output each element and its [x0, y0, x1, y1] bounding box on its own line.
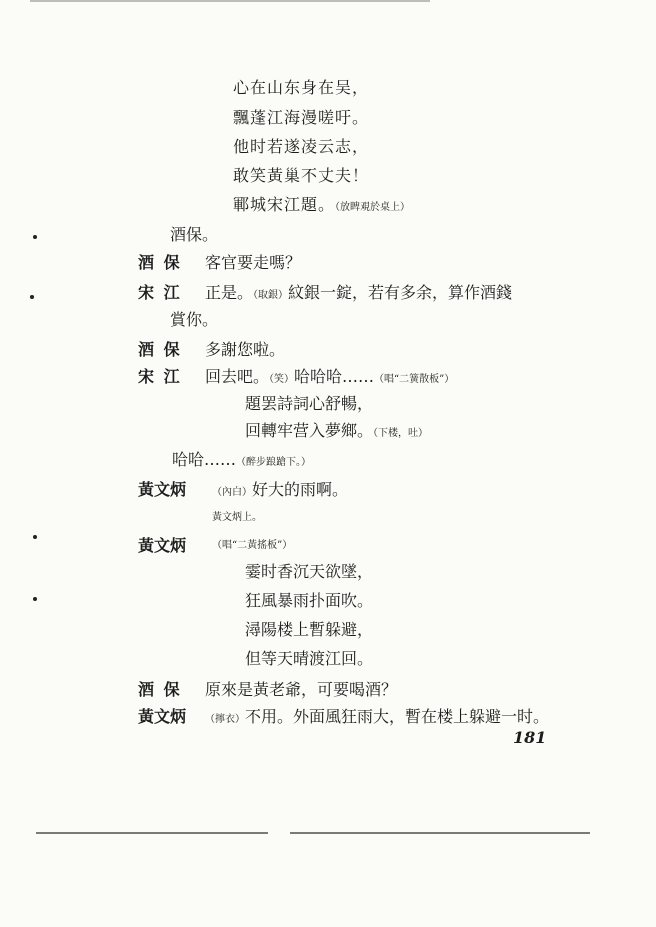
speech-text: 好大的雨啊。: [252, 480, 349, 499]
scan-speck: [33, 535, 37, 539]
stage-direction: （下楼，吐）: [373, 428, 429, 439]
verse-line: 他时若遂凌云志，: [233, 137, 370, 156]
speech-line: [172, 450, 311, 473]
stage-direction: （醉步踉蹌下。）: [236, 457, 312, 468]
verse-line: 題罢詩詞心舒暢，: [245, 394, 374, 413]
verse-line: 潯陽楼上暫躲避，: [245, 620, 374, 639]
verse-line: 心在山东身在吴，: [233, 78, 370, 97]
page-number: 181: [513, 728, 547, 747]
speech-line: 賞你。: [170, 310, 219, 329]
stage-direction: （唱“二黃搖板”）: [212, 540, 293, 551]
speaker-name: 宋 江: [138, 367, 182, 386]
speech-line: 多謝您啦。: [205, 340, 286, 359]
verse-line: 但等天晴渡江回。: [245, 649, 374, 668]
scan-speck: [30, 295, 34, 299]
speaker-name: 黃文炳: [138, 707, 187, 726]
verse-line: 飄蓬江海漫嗟吁。: [233, 108, 370, 127]
speech-text: 哈哈……: [172, 450, 237, 469]
stage-direction: （擰衣）: [205, 714, 245, 725]
stage-direction: （唱“二簧散板”）: [374, 374, 455, 385]
speech-text: 哈哈哈……: [294, 367, 375, 386]
speech-line: 酒保。: [170, 225, 219, 244]
stage-direction: （取銀）: [253, 290, 289, 301]
stage-direction: （內白）: [212, 487, 252, 498]
speech-line: [212, 480, 348, 503]
scan-edge-bottom: [36, 832, 268, 834]
speech-text: 正是。: [205, 283, 254, 302]
speech-line: [205, 283, 512, 306]
speech-text: 回去吧。: [205, 367, 270, 386]
speaker-name: 黃文炳: [138, 480, 187, 499]
signature-text: 鄆城宋江題。: [233, 195, 336, 214]
verse-text: 回轉牢营入夢鄉。: [245, 421, 374, 440]
scan-speck: [33, 235, 37, 239]
speech-line: 客官要走嗎？: [205, 253, 302, 272]
speaker-name: 酒 保: [138, 340, 182, 359]
scan-edge-top: [30, 0, 430, 2]
speech-text: 紋銀一錠，若有多余，算作酒錢: [288, 283, 513, 302]
speech-line: [205, 367, 454, 390]
speech-text: 不用。外面風狂雨大，暫在楼上躲避一时。: [245, 707, 550, 726]
verse-line: 狂風暴雨扑面吹。: [245, 591, 374, 610]
verse-line: 霎时香沉天欲墜，: [245, 562, 374, 581]
speech-line: [205, 707, 549, 730]
stage-direction: （笑）: [269, 374, 295, 385]
signature-line: [233, 195, 410, 218]
stage-direction: 黃文炳上。: [212, 512, 262, 523]
speaker-name: 酒 保: [138, 253, 182, 272]
scan-edge-bottom: [290, 832, 590, 834]
speech-line: 原來是黃老爺，可要喝酒？: [205, 680, 398, 699]
verse-line: 敢笑黃巢不丈夫！: [233, 166, 370, 185]
speaker-name: 宋 江: [138, 283, 182, 302]
speaker-name: 黃文炳: [138, 536, 187, 555]
scan-speck: [33, 597, 37, 601]
speaker-name: 酒 保: [138, 680, 182, 699]
verse-line: [245, 421, 428, 444]
stage-direction: （放睥覌於桌上）: [335, 202, 411, 213]
